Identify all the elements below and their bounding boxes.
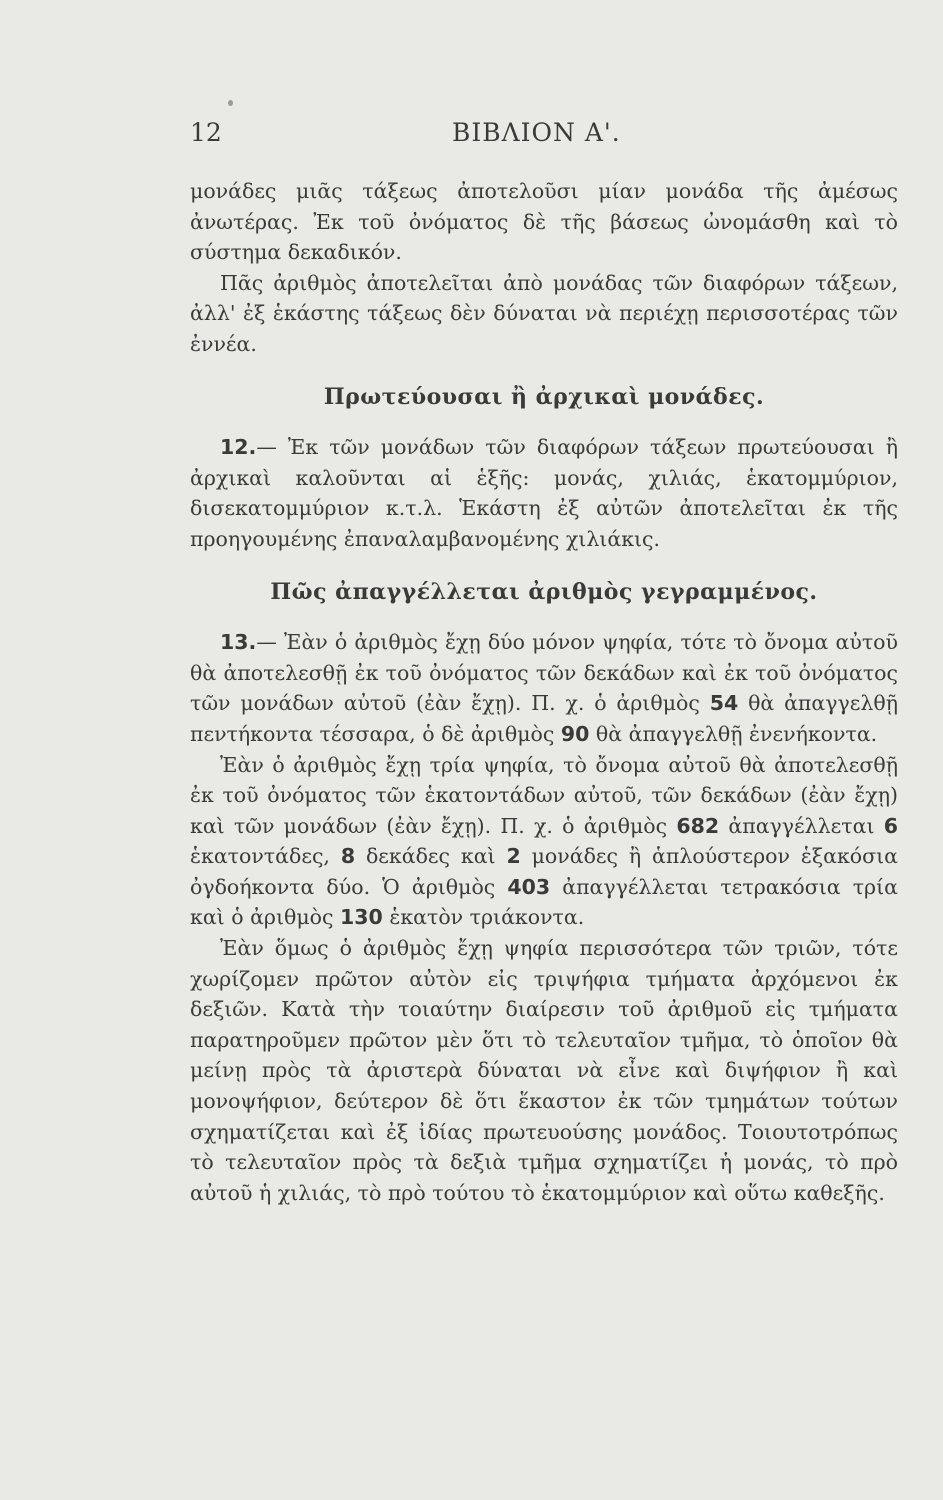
paragraph-12 [190, 432, 898, 554]
paragraph-text: — Ἐὰν ὁ ἀριθμὸς ἔχῃ δύο μόνον ψηφία, τότε τὸ ὄνομα αὐτοῦ θὰ ἀποτελεσθῇ ἐκ τοῦ ὀνόματος τῶν δεκάδων καὶ ἐκ τοῦ ὀνόματος τῶν μονάδων αὐτοῦ (ἐὰν ἔχῃ). Π. χ. ὁ ἀριθμὸς [190, 630, 898, 716]
paragraph-text: μονάδες ἢ ἁπλούστερον ἑξακόσια ὀγδοήκοντα δύο. Ὁ ἀριθμὸς [190, 844, 898, 899]
paragraph-text: — Ἐκ τῶν μονάδων τῶν διαφόρων τάξεων πρωτεύουσαι ἢ ἀρχικαὶ καλοῦνται αἱ ἑξῆς: μονάς, χιλιάς, ἑκατομμύριον, δισεκατομμύριον κ.τ.λ. Ἑκάστη ἐξ αὐτῶν ἀποτελεῖται ἐκ τῆς προηγουμένης ἐπαναλαμβανομένης χιλιάκις. [190, 435, 898, 551]
number-example: 403 [507, 874, 551, 899]
page-number: 12 [190, 118, 222, 147]
number-example: 2 [506, 844, 521, 869]
paragraph-text: ἀπαγγέλλεται [719, 813, 884, 838]
paragraph-number: 12. [220, 435, 257, 460]
paragraph-digits-limit: Πᾶς ἀριθμὸς ἀποτελεῖται ἀπὸ μονάδας τῶν διαφόρων τάξεων, ἀλλ' ἐξ ἑκάστης τάξεως δὲν δύναται νὰ περιέχῃ περισσοτέρας τῶν ἐννέα. [190, 270, 898, 356]
number-example: 6 [883, 813, 898, 838]
section-heading-reading-numbers: Πῶς ἀπαγγέλλεται ἀριθμὸς γεγραμμένος. [270, 578, 818, 605]
paragraph-more-digits: Ἐὰν ὅμως ὁ ἀριθμὸς ἔχῃ ψηφία περισσότερα τῶν τριῶν, τότε χωρίζομεν πρῶτον αὐτὸν εἰς τριψήφια τμήματα ἀρχόμενοι ἐκ δεξιῶν. Κατὰ τὴν τοιαύτην διαίρεσιν τοῦ ἀριθμοῦ εἰς τμήματα παρατηροῦμεν πρῶτον μὲν ὅτι τὸ τελευταῖον τμῆμα, τὸ ὁποῖον θὰ μείνῃ πρὸς τὰ ἀριστερὰ δύναται νὰ εἶνε καὶ διψήφιον ἢ καὶ μονοψήφιον, δεύτερον δὲ ὅτι ἕκαστον ἐκ τῶν τμημάτων τούτων σχηματίζεται καὶ ἐξ ἰδίας πρωτευούσης μονάδος. Τοιουτοτρόπως τὸ τελευταῖον πρὸς τὰ δεξιὰ τμῆμα σχηματίζει ἡ μονάς, τὸ πρὸ αὐτοῦ ἡ χιλιάς, τὸ πρὸ τούτου τὸ ἑκατομμύριον καὶ οὕτω καθεξῆς. [190, 936, 898, 1205]
paragraph-text: ἑκατοντάδες, [190, 844, 341, 869]
number-example: 90 [560, 721, 590, 746]
paragraph-text: θὰ ἀπαγγελθῇ ἐνενήκοντα. [589, 721, 878, 746]
paragraph-text: ἑκατὸν τριάκοντα. [382, 905, 585, 930]
book-title: ΒΙΒΛΙΟΝ Α'. [452, 118, 621, 147]
paragraph-three-digits [190, 750, 898, 934]
paragraph-text: δεκάδες καὶ [355, 844, 507, 869]
paragraph-number: 13. [220, 630, 257, 655]
paragraph-text: Ἐὰν ὁ ἀριθμὸς ἔχῃ τρία ψηφία, τὸ ὄνομα αὐτοῦ θὰ ἀποτελεσθῇ ἐκ τοῦ ὀνόματος τῶν ἑκατοντάδων αὐτοῦ, τῶν δεκάδων (ἐὰν ἔχῃ) καὶ τῶν μονάδων (ἐὰν ἔχῃ). Π. χ. ὁ ἀριθμὸς [190, 752, 898, 838]
running-header [190, 118, 895, 158]
number-example: 8 [340, 844, 356, 869]
number-example: 54 [709, 691, 739, 716]
number-example: 130 [340, 905, 383, 930]
body-text [190, 176, 898, 1208]
paragraph-text: ἀπαγγέλλεται τετρακόσια τρία καὶ ὁ ἀριθμὸς [190, 874, 898, 930]
paragraph-text: θὰ ἀπαγγελθῇ πεντήκοντα τέσσαρα, ὁ δὲ ἀριθμὸς [190, 691, 898, 746]
paragraph-13 [190, 627, 898, 749]
section-heading-primary-units: Πρωτεύουσαι ἢ ἀρχικαὶ μονάδες. [323, 383, 765, 410]
paragraph-continuation: μονάδες μιᾶς τάξεως ἀποτελοῦσι μίαν μονάδα τῆς ἀμέσως ἀνωτέρας. Ἐκ τοῦ ὀνόματος δὲ τῆς βάσεως ὠνομάσθη καὶ τὸ σύστημα δεκαδικόν. [190, 179, 898, 265]
number-example: 682 [676, 813, 720, 838]
ink-spot [228, 100, 233, 106]
